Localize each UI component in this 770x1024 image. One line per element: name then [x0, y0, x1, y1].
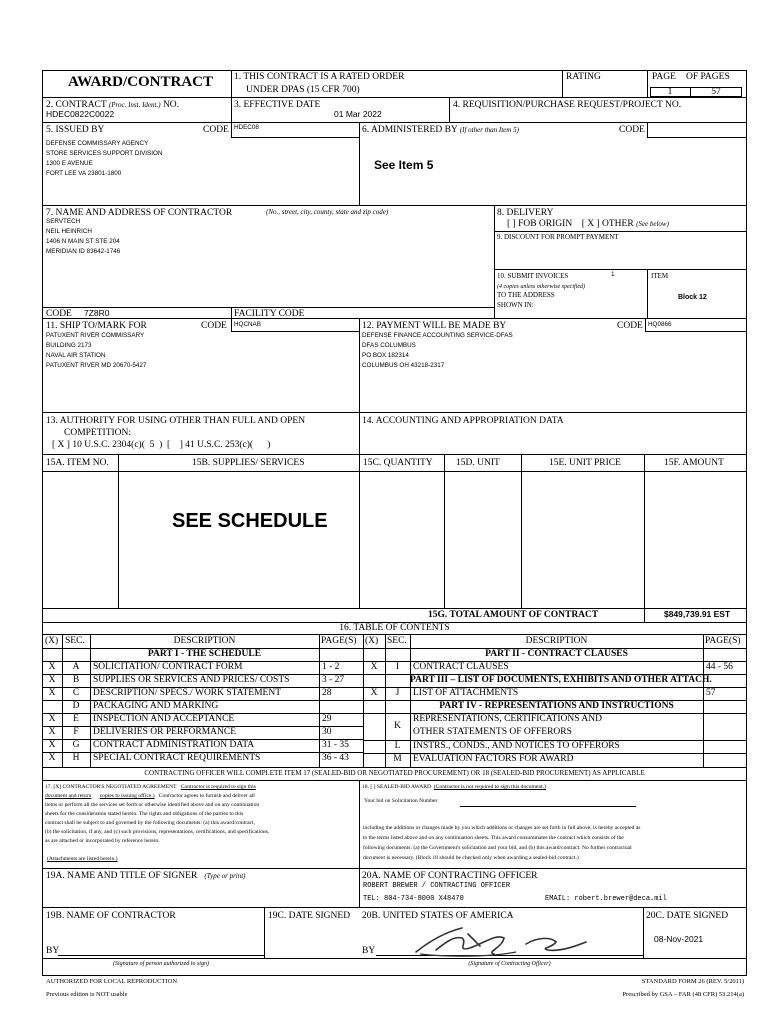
accounting-label: 14. ACCOUNTING AND APPROPRIATION DATA — [362, 416, 564, 426]
item18-line-2: to the terms listed above and on any continuation sheets. This award consummates the contract which consists of the — [363, 835, 624, 841]
contractor-code: 7Z8R0 — [84, 308, 110, 318]
invoices-item-label: ITEM — [651, 272, 669, 280]
toc-part-4: PART IV - REPRESENTATIONS AND INSTRUCTIONS — [439, 701, 674, 711]
payment-line-4: COLUMBUS OH 43218-2317 — [362, 362, 445, 369]
item17-line-4: contract shall be subject to and governed by the following documents: (a) this award/contract, — [45, 820, 256, 826]
toc-row-j-sec: J — [395, 688, 400, 698]
contract-no-label: 2. CONTRACT (Proc. Inst. Ident.) NO. — [46, 100, 180, 110]
officer-sig-note: (Signature of Contracting Officer) — [468, 961, 551, 967]
invoices-item-value: Block 12 — [678, 294, 707, 301]
toc-row-desc: CONTRACT ADMINISTRATION DATA — [93, 740, 255, 750]
contractor-sig-note: (Signature of person authorized to sign) — [113, 961, 209, 967]
toc-row-pages: 30 — [322, 727, 332, 737]
toc-h-x-right: (X) — [365, 636, 379, 646]
payment-label: 12. PAYMENT WILL BE MADE BY — [362, 321, 507, 331]
dpas-label: UNDER DPAS (15 CFR 700) — [246, 85, 360, 95]
page-number: 1 — [667, 87, 673, 97]
contractor-name-label: 19B. NAME OF CONTRACTOR — [46, 911, 176, 921]
toc-row-m-sec: M — [393, 754, 402, 764]
col-item-no: 15A. ITEM NO. — [46, 458, 109, 468]
toc-row-i-sec: I — [395, 662, 400, 672]
officer-date-label: 20C. DATE SIGNED — [646, 911, 729, 921]
page-label: PAGE — [652, 72, 676, 82]
see-schedule: SEE SCHEDULE — [172, 510, 328, 532]
toc-row-i-pages: 44 - 56 — [706, 662, 733, 672]
item18-line-3: following documents: (a) the Government's solicitation and your bid, and (b) this award/contract. No further contractual — [363, 845, 632, 851]
issued-line-1: DEFENSE COMMISSARY AGENCY — [46, 140, 149, 147]
item18-line-4: document is necessary. (Block 18 should be checked only when awarding a sealed-bid contract.) — [363, 855, 579, 861]
toc-row-m-desc: EVALUATION FACTORS FOR AWARD — [413, 754, 574, 764]
officer-name: ROBERT BREWER / CONTRACTING OFFICER — [363, 882, 511, 890]
toc-h-sec: SEC. — [65, 636, 85, 646]
total-pages: 57 — [711, 87, 721, 97]
toc-row-sec: F — [73, 727, 79, 737]
requisition-label: 4. REQUISITION/PURCHASE REQUEST/PROJECT NO. — [453, 100, 682, 110]
form-title: AWARD/CONTRACT — [68, 74, 214, 90]
toc-row-pages: 28 — [322, 688, 332, 698]
toc-row-j-x: X — [370, 688, 378, 698]
issued-line-3: 1300 E AVENUE — [46, 160, 93, 167]
ship-line-4: PATUXENT RIVER MD 20670-5427 — [46, 362, 147, 369]
issued-line-4: FORT LEE VA 23801-1800 — [46, 170, 122, 177]
item17-line-2: items or perform all the services set forth or otherwise identified above and on any continuation — [45, 802, 260, 808]
officer-signature-icon — [376, 922, 626, 960]
previous-edition: Previous edition is NOT usable — [46, 991, 128, 998]
discount-label: 9. DISCOUNT FOR PROMPT PAYMENT — [497, 233, 619, 241]
toc-row-l-desc: INSTRS., CONDS., AND NOTICES TO OFFERORS — [413, 741, 620, 751]
toc-row-desc: DESCRIPTION/ SPECS./ WORK STATEMENT — [93, 688, 282, 698]
toc-h-sec-right: SEC. — [387, 636, 407, 646]
item18-bid: Your bid on Solicitation Number — [364, 798, 438, 804]
issued-code-label: CODE — [203, 125, 229, 135]
invoices-note: (4 copies unless otherwise specified) — [497, 284, 585, 290]
issued-code: HDEC08 — [234, 124, 259, 131]
col-amount: 15F. AMOUNT — [664, 458, 724, 468]
issued-line-2: STORE SERVICES SUPPORT DIVISION — [46, 150, 163, 157]
toc-row-k-desc: REPRESENTATIONS, CERTIFICATIONS AND — [413, 714, 602, 724]
toc-row-x: X — [48, 740, 56, 750]
toc-row-desc: PACKAGING AND MARKING — [93, 701, 219, 711]
toc-row-l-sec: L — [394, 741, 401, 751]
toc-row-desc: SUPPLIES OR SERVICES AND PRICES/ COSTS — [93, 675, 290, 685]
usa-label: 20B. UNITED STATES OF AMERICA — [362, 911, 514, 921]
toc-row-desc: SOLICITATION/ CONTRACT FORM — [93, 662, 243, 672]
col-unit: 15D. UNIT — [456, 458, 500, 468]
payment-line-1: DEFENSE FINANCE ACCOUNTING SERVICE-DFAS — [362, 332, 513, 339]
toc-row-desc: SPECIAL CONTRACT REQUIREMENTS — [93, 753, 261, 763]
toc-row-k-desc-2: OTHER STATEMENTS OF OFFERORS — [413, 727, 572, 737]
toc-row-x: X — [48, 688, 56, 698]
officer-date-signed: 08-Nov-2021 — [654, 934, 704, 944]
issued-by-label: 5. ISSUED BY — [46, 125, 105, 135]
toc-h-desc: DESCRIPTION — [173, 636, 236, 646]
item17-line-1: document and return copies to issuing office.) Contractor agrees to furnish and deliver all — [45, 793, 255, 799]
contractor-date-label: 19C. DATE SIGNED — [268, 911, 351, 921]
col-supplies: 15B. SUPPLIES/ SERVICES — [192, 458, 305, 468]
officer-email: EMAIL: robert.brewer@deca.mil — [545, 895, 667, 903]
invoices-copies: 1 — [611, 271, 615, 278]
signer-name-label: 19A. NAME AND TITLE OF SIGNER (Type or print) — [46, 871, 246, 881]
prescribed-by: Prescribed by GSA – FAR (48 CFR) 53.214(a) — [622, 991, 744, 998]
administered-code-label: CODE — [619, 125, 645, 135]
toc-row-x: X — [48, 753, 56, 763]
toc-part-2: PART II - CONTRACT CLAUSES — [485, 649, 628, 659]
payment-code-label: CODE — [617, 321, 643, 331]
contractor-by: BY — [46, 946, 60, 956]
toc-part-3: PART III – LIST OF DOCUMENTS, EXHIBITS AND OTHER ATTACH. — [410, 675, 712, 685]
officer-tel: TEL: 804-734-8000 X48470 — [363, 895, 464, 903]
toc-part-1: PART I - THE SCHEDULE — [147, 649, 262, 659]
toc-h-x: (X) — [45, 636, 59, 646]
rating-label: RATING — [566, 72, 601, 82]
col-unit-price: 15E. UNIT PRICE — [549, 458, 621, 468]
item17-line-5: (b) the solicitation, if any, and (c) such provisions, representations, certifications, and specifications, — [45, 829, 270, 835]
rated-order-label: 1. THIS CONTRACT IS A RATED ORDER — [234, 72, 405, 82]
toc-h-pages: PAGE(S) — [321, 636, 357, 646]
toc-h-desc-right: DESCRIPTION — [525, 636, 588, 646]
contractor-label: 7. NAME AND ADDRESS OF CONTRACTOR — [46, 208, 233, 218]
toc-row-sec: E — [73, 714, 79, 724]
toc-row-sec: A — [72, 662, 80, 672]
item17-line-3: sheets for the consideration stated herein. The rights and obligations of the parties to this — [45, 811, 244, 817]
authority-label-2: COMPETITION: — [64, 428, 132, 438]
toc-row-desc: INSPECTION AND ACCEPTANCE — [93, 714, 235, 724]
contractor-line-4: MERIDIAN ID 83642-1746 — [46, 248, 121, 255]
col-quantity: 15C. QUANTITY — [363, 458, 433, 468]
contractor-line-3: 1406 N MAIN ST STE 204 — [46, 238, 120, 245]
effective-date: 01 Mar 2022 — [334, 109, 382, 119]
item17-head: 17. [X] CONTRACTOR'S NEGOTIATED AGREEMENT Contractor is required to sign this — [45, 784, 256, 790]
delivery-label: 8. DELIVERY — [497, 208, 554, 218]
item17-line-6: as are attached or incorporated by reference herein. — [45, 838, 160, 844]
toc-row-pages: 29 — [322, 714, 332, 724]
toc-title: 16. TABLE OF CONTENTS — [339, 623, 450, 633]
invoices-to: TO THE ADDRESS — [497, 291, 555, 299]
toc-row-sec: B — [72, 675, 80, 685]
authority-label: 13. AUTHORITY FOR USING OTHER THAN FULL AND OPEN — [46, 416, 306, 426]
of-pages-label: OF PAGES — [686, 72, 730, 82]
ship-code-label: CODE — [201, 321, 227, 331]
contractor-line-1: SERVTECH — [46, 218, 81, 225]
local-reproduction: AUTHORIZED FOR LOCAL REPRODUCTION — [46, 978, 178, 985]
effective-date-label: 3. EFFECTIVE DATE — [234, 100, 321, 110]
administered-by-label: 6. ADMINISTERED BY (If other than Item 5) — [362, 125, 519, 135]
contracting-officer-note: CONTRACTING OFFICER WILL COMPLETE ITEM 17 (SEALED-BID OR NEGOTIATED PROCUREMENT) OR 18 (SEALED-BID PROCUREMENT) AS APPLICABLE — [144, 769, 645, 777]
toc-row-sec: C — [72, 688, 80, 698]
toc-row-j-pages: 57 — [706, 688, 716, 698]
ship-code: HQCNAB — [234, 321, 261, 328]
payment-line-2: DFAS COLUMBUS — [362, 342, 416, 349]
payment-code: HQ0866 — [648, 321, 672, 328]
toc-row-k-sec: K — [394, 721, 401, 731]
toc-row-j-desc: LIST OF ATTACHMENTS — [413, 688, 519, 698]
toc-row-pages: 1 - 2 — [322, 662, 340, 672]
administered-see-item: See Item 5 — [374, 158, 434, 172]
contractor-code-label: CODE — [46, 309, 72, 319]
toc-h-pages-right: PAGE(S) — [705, 636, 741, 646]
item18-head: 18. [ ] SEALED-BID AWARD (Contractor is not required to sign this document.) — [362, 784, 546, 790]
toc-row-pages: 3 - 27 — [322, 675, 345, 685]
toc-row-sec: D — [72, 701, 80, 711]
ship-line-1: PATUXENT RIVER COMMISSARY — [46, 332, 145, 339]
standard-form: STANDARD FORM 26 (REV. 5/2011) — [641, 978, 744, 985]
facility-code-label: FACILITY CODE — [234, 309, 305, 319]
toc-row-pages: 31 - 35 — [322, 740, 349, 750]
authority-line: [ X ] 10 U.S.C. 2304(c)( 5 ) [ ] 41 U.S.C. 253(c)( ) — [52, 440, 271, 450]
contractor-line-2: NEIL HEINRICH — [46, 228, 92, 235]
toc-row-pages: 36 - 43 — [322, 753, 349, 763]
toc-row-x: X — [48, 662, 56, 672]
toc-row-sec: G — [72, 740, 80, 750]
ship-line-3: NAVAL AIR STATION — [46, 352, 106, 359]
contractor-note: (No., street, city, county, state and zip code) — [266, 208, 389, 216]
total-amount-label: 15G. TOTAL AMOUNT OF CONTRACT — [428, 610, 599, 620]
toc-row-x: X — [48, 675, 56, 685]
officer-name-label: 20A. NAME OF CONTRACTING OFFICER — [362, 871, 538, 881]
toc-row-desc: DELIVERIES OR PERFORMANCE — [93, 727, 237, 737]
toc-row-i-x: X — [370, 662, 378, 672]
payment-line-3: PO BOX 182314 — [362, 352, 409, 359]
delivery-options: [ ] FOB ORIGIN [ X ] OTHER (See below) — [507, 219, 669, 229]
toc-row-i-desc: CONTRACT CLAUSES — [413, 662, 509, 672]
toc-row-x: X — [48, 727, 56, 737]
item17-line-7: (Attachments are listed herein.) — [47, 856, 118, 862]
toc-row-x: X — [48, 714, 56, 724]
invoices-shown: SHOWN IN: — [497, 301, 534, 309]
toc-row-sec: H — [72, 753, 80, 763]
contract-number: HDEC0822C0022 — [46, 109, 115, 119]
officer-by: BY — [362, 946, 376, 956]
item18-line-1: including the additions or changes made by you which additions or changes are set forth in full above, is hereby accepted as — [363, 825, 641, 831]
total-amount: $849,739.91 EST — [664, 609, 731, 619]
ship-to-label: 11. SHIP TO/MARK FOR — [46, 321, 147, 331]
ship-line-2: BUILDING 2173 — [46, 342, 92, 349]
invoices-label: 10. SUBMIT INVOICES — [497, 272, 569, 280]
